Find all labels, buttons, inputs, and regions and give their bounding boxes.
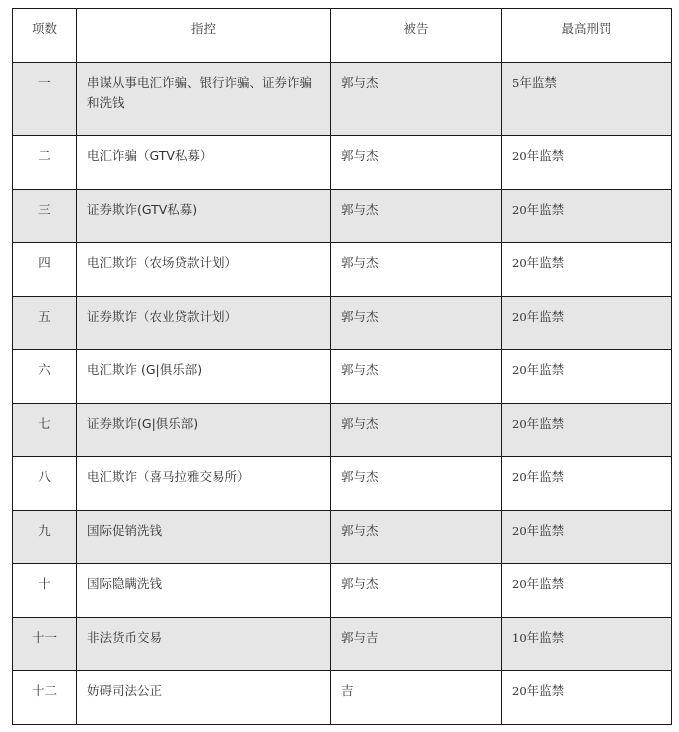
count-cell: 九 xyxy=(13,510,77,564)
charge-cell: 证券欺诈(GTV私募) xyxy=(77,189,331,243)
defendant-cell: 郭与杰 xyxy=(331,189,502,243)
charge-cell: 妨碍司法公正 xyxy=(77,671,331,725)
penalty-suffix: 年监禁 xyxy=(526,308,565,324)
penalty-cell xyxy=(502,671,672,725)
charge-cell: 国际隐瞒洗钱 xyxy=(77,564,331,618)
count-cell: 十一 xyxy=(13,617,77,671)
penalty-suffix: 年监禁 xyxy=(526,522,565,538)
count-cell: 十二 xyxy=(13,671,77,725)
count-cell: 七 xyxy=(13,403,77,457)
charge-cell: 证券欺诈(G|俱乐部) xyxy=(77,403,331,457)
charge-cell: 非法货币交易 xyxy=(77,617,331,671)
count-cell: 十 xyxy=(13,564,77,618)
defendant-cell: 郭与杰 xyxy=(331,136,502,190)
defendant-cell: 郭与杰 xyxy=(331,350,502,404)
charges-table xyxy=(12,8,672,725)
penalty-suffix: 年监禁 xyxy=(526,255,565,270)
charge-cell: 电汇欺诈 (G|俱乐部) xyxy=(77,350,331,404)
penalty-suffix: 年监禁 xyxy=(526,469,565,484)
penalty-cell xyxy=(502,457,672,511)
count-cell: 二 xyxy=(13,136,77,190)
penalty-suffix: 年监禁 xyxy=(526,201,565,217)
defendant-cell: 郭与吉 xyxy=(331,617,502,671)
penalty-suffix: 年监禁 xyxy=(519,75,557,90)
penalty-cell xyxy=(502,243,672,297)
penalty-suffix: 年监禁 xyxy=(526,148,565,163)
defendant-cell: 郭与杰 xyxy=(331,243,502,297)
penalty-cell xyxy=(502,136,672,190)
penalty-years: 20 xyxy=(512,470,527,484)
penalty-cell xyxy=(502,189,672,243)
count-cell: 五 xyxy=(13,296,77,350)
charge-cell: 证券欺诈（农业贷款计划） xyxy=(77,296,331,350)
penalty-years: 20 xyxy=(512,256,527,270)
table-row xyxy=(13,136,672,190)
table-row xyxy=(13,189,672,243)
table-row xyxy=(13,617,672,671)
header-charge: 指控 xyxy=(77,9,331,63)
count-cell: 四 xyxy=(13,243,77,297)
count-cell: 三 xyxy=(13,189,77,243)
penalty-suffix: 年监禁 xyxy=(526,576,565,591)
defendant-cell: 郭与杰 xyxy=(331,403,502,457)
charge-cell: 国际促销洗钱 xyxy=(77,510,331,564)
defendant-cell: 吉 xyxy=(331,671,502,725)
charge-cell: 串谋从事电汇诈骗、银行诈骗、证券诈骗和洗钱 xyxy=(77,63,331,136)
charge-cell: 电汇欺诈（喜马拉雅交易所） xyxy=(77,457,331,511)
table-row xyxy=(13,63,672,136)
table-row xyxy=(13,350,672,404)
penalty-years: 10 xyxy=(512,630,527,645)
defendant-cell: 郭与杰 xyxy=(331,296,502,350)
table-row xyxy=(13,671,672,725)
header-max-penalty: 最高刑罚 xyxy=(502,9,672,63)
header-count: 项数 xyxy=(13,9,77,63)
penalty-cell xyxy=(502,63,672,136)
penalty-suffix: 年监禁 xyxy=(526,362,565,377)
charge-cell: 电汇诈骗（GTV私募） xyxy=(77,136,331,190)
charge-cell: 电汇欺诈（农场贷款计划） xyxy=(77,243,331,297)
count-cell: 六 xyxy=(13,350,77,404)
penalty-years: 5 xyxy=(512,76,520,90)
penalty-suffix: 年监禁 xyxy=(526,683,565,698)
defendant-cell: 郭与杰 xyxy=(331,63,502,136)
table-row xyxy=(13,403,672,457)
table-row xyxy=(13,510,672,564)
penalty-years: 20 xyxy=(512,309,527,324)
defendant-cell: 郭与杰 xyxy=(331,564,502,618)
table-header-row xyxy=(13,9,672,63)
penalty-years: 20 xyxy=(512,416,527,431)
penalty-cell xyxy=(502,403,672,457)
count-cell: 一 xyxy=(13,63,77,136)
penalty-years: 20 xyxy=(512,684,527,698)
header-defendant: 被告 xyxy=(331,9,502,63)
table-row xyxy=(13,296,672,350)
table-row xyxy=(13,243,672,297)
penalty-cell xyxy=(502,617,672,671)
penalty-cell xyxy=(502,296,672,350)
penalty-years: 20 xyxy=(512,202,527,217)
penalty-cell xyxy=(502,564,672,618)
penalty-years: 20 xyxy=(512,577,527,591)
table-row xyxy=(13,564,672,618)
table-row xyxy=(13,457,672,511)
count-cell: 八 xyxy=(13,457,77,511)
penalty-suffix: 年监禁 xyxy=(526,415,565,431)
penalty-years: 20 xyxy=(512,149,527,163)
defendant-cell: 郭与杰 xyxy=(331,457,502,511)
penalty-suffix: 年监禁 xyxy=(526,629,565,645)
penalty-years: 20 xyxy=(512,523,527,538)
penalty-cell xyxy=(502,510,672,564)
penalty-cell xyxy=(502,350,672,404)
defendant-cell: 郭与杰 xyxy=(331,510,502,564)
penalty-years: 20 xyxy=(512,363,527,377)
